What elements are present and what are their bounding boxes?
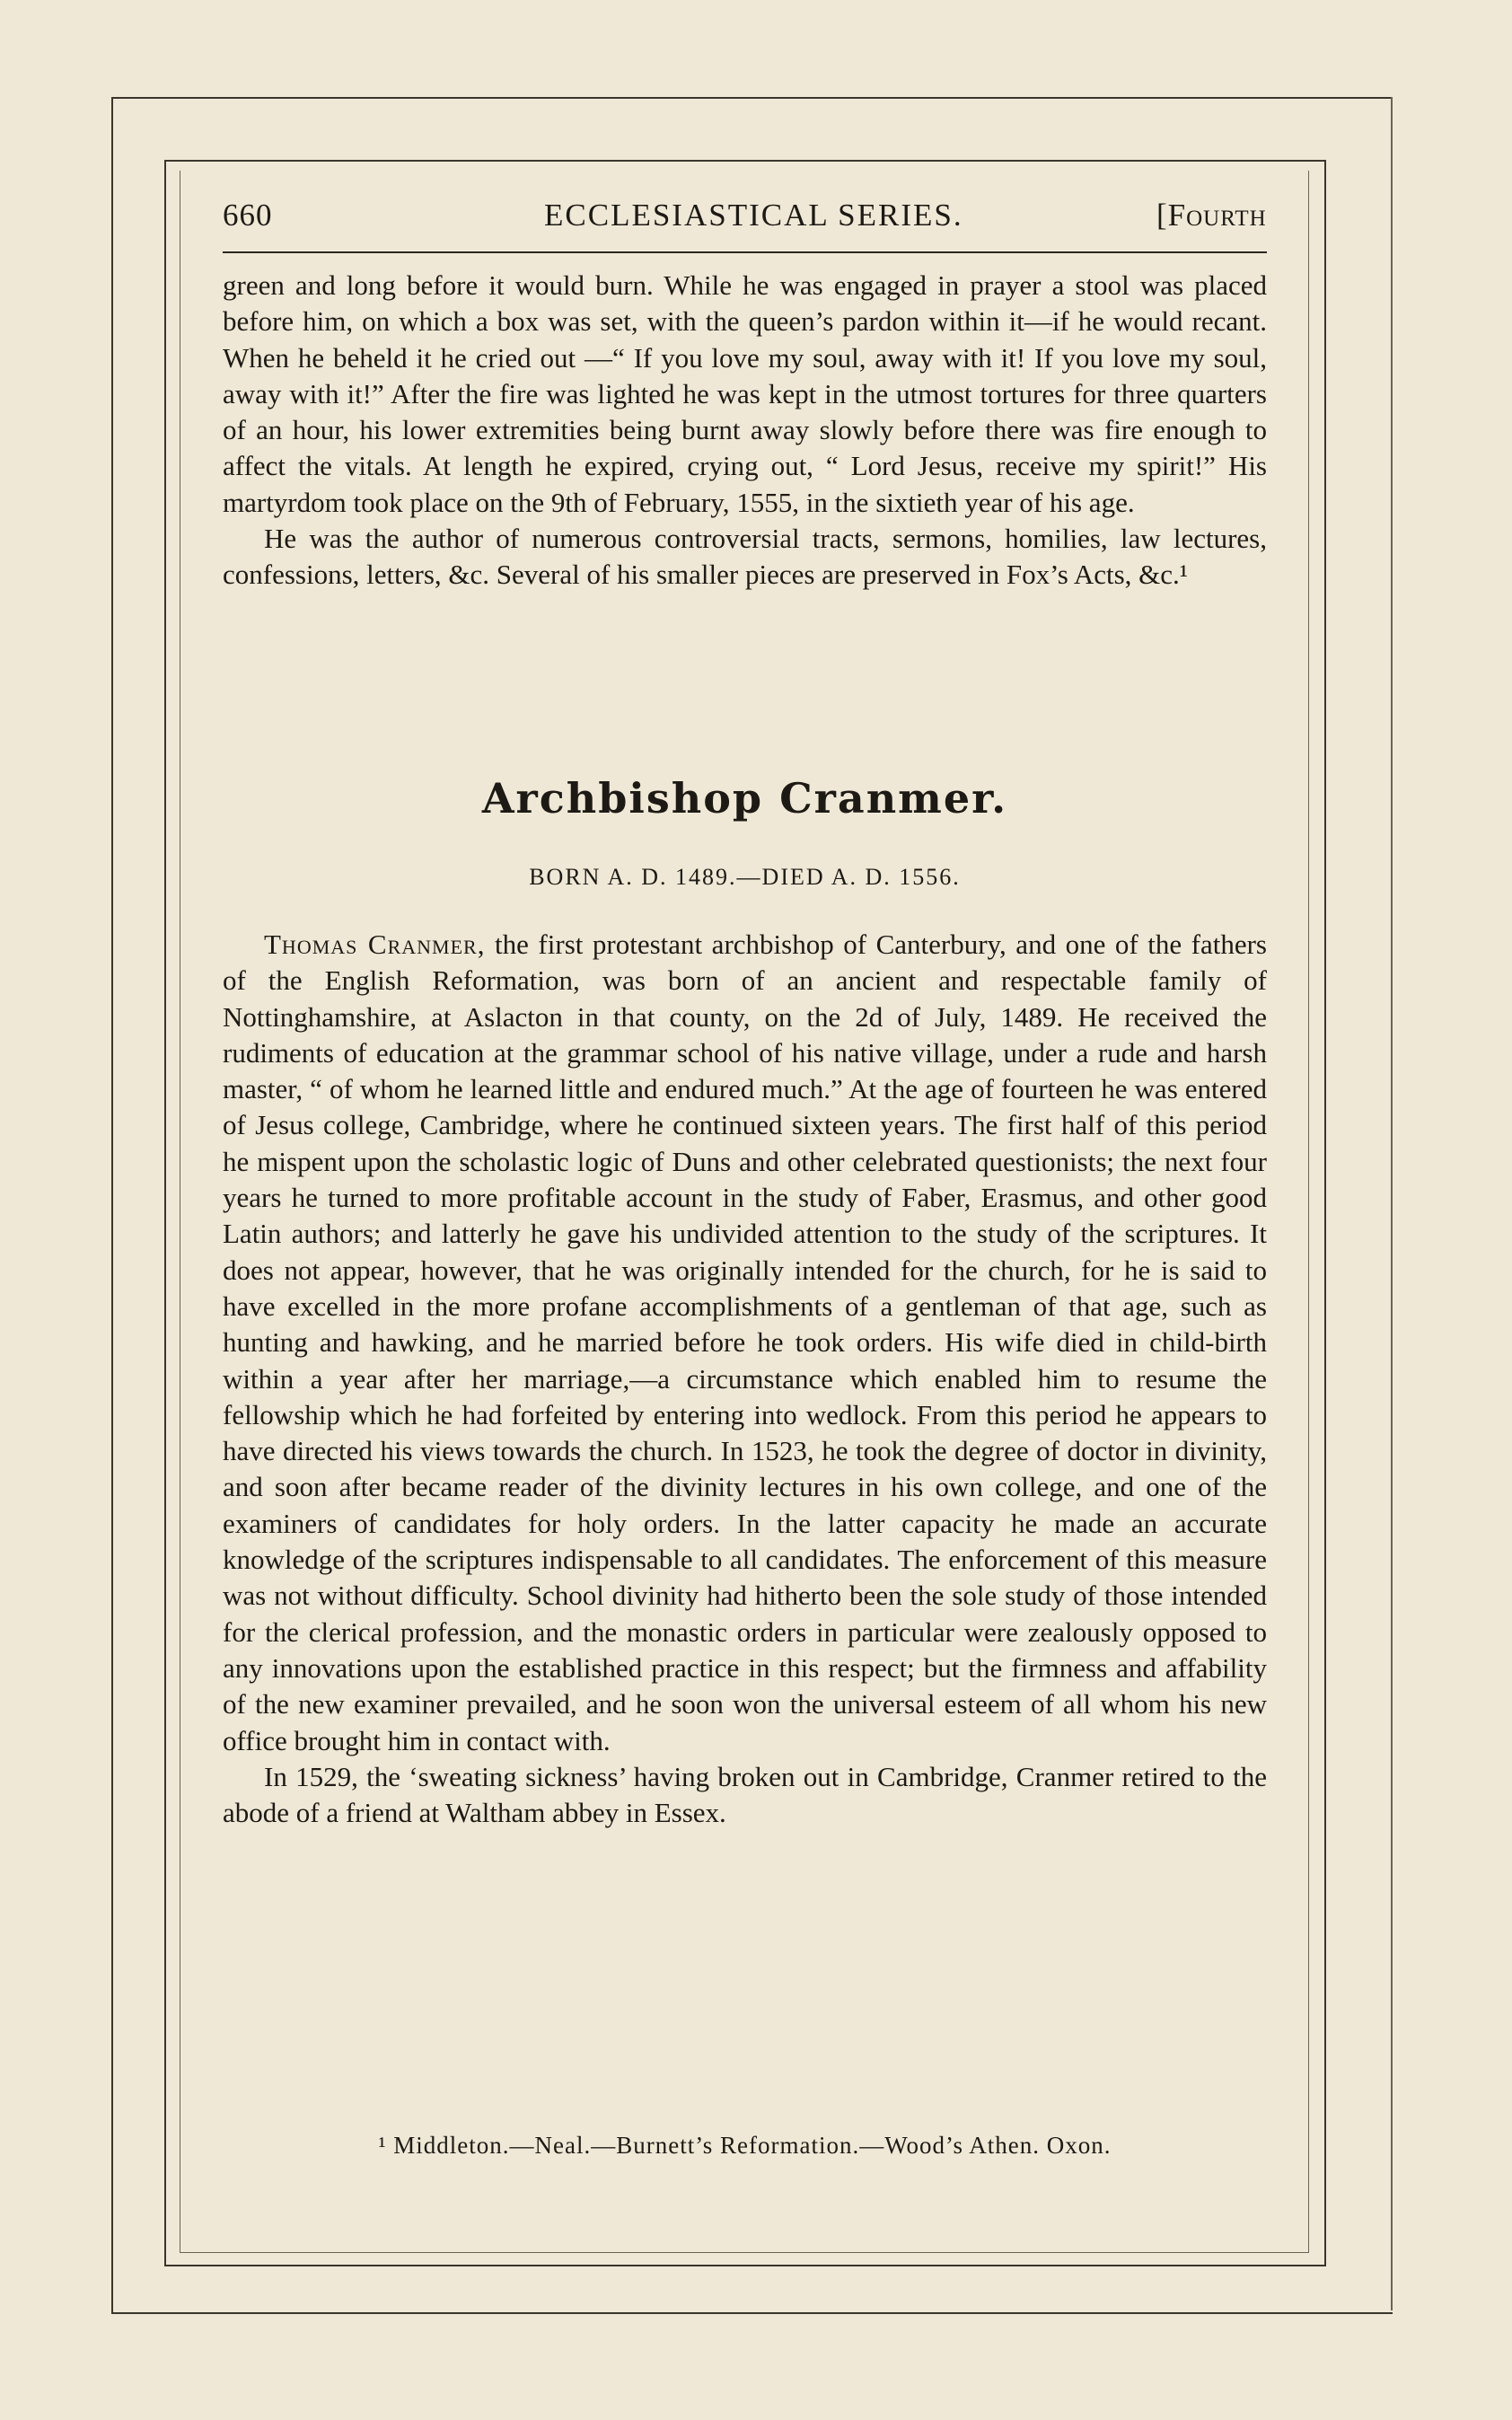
section-marker: [Fourth <box>1156 198 1267 233</box>
text-line: it!” After the fire was lighted he was kept in the utmost tortures for <box>347 377 1106 409</box>
biography-paragraph-1 <box>223 927 1267 1759</box>
text-line: a stool was placed before him, on which a box was set, with the queen’s <box>223 269 1268 338</box>
biography-title: Archbishop Cranmer. <box>481 774 1008 823</box>
biography-paragraph-2: In 1529, the ‘sweating sickness’ having broken out in Cambridge, Cranmer retired to the abode of a friend at Waltham abbey in Essex. <box>223 1760 1267 1829</box>
continuation-text <box>223 268 1267 594</box>
page-outer-border-right <box>1391 97 1393 2310</box>
running-title: ECCLESIASTICAL SERIES. <box>544 198 963 233</box>
continuation-paragraph-2: He was the author of numerous controversial tracts, sermons, homilies, law lectures, confessions, letters, &c. Several of his smaller pieces are preserved in Fox’s Acts, &c.¹ <box>223 523 1267 591</box>
text-line: —“ If you love my soul, away with it! If you love my soul, away with <box>223 341 1267 409</box>
text-line: green and long before it would burn. While he was engaged in prayer <box>223 269 1042 301</box>
text-line: expired, crying out, “ Lord Jesus, receive my spirit!” His martyrdom <box>223 450 1267 518</box>
biography-paragraph-1-body: the first protestant archbishop of Canterbury, and one of the fathers of the English Reformation, was born of an ancient and respectable family of Nottinghamshire, at Aslacton in that county, on the 2d of July, 1489. He received the rudiments of education at the grammar school of his native village, under a rude and harsh master, “ of whom he learned little and endured much.” At the age of fourteen he was entered of Jesus college, Cambridge, where he continued sixteen years. The first half of this period he mispent upon the scholastic logic of Duns and other celebrated questionists; the next four years he turned to more profitable account in the study of Faber, Erasmus, and other good Latin authors; and latterly he gave his undivided attention to the study of the scriptures. It does not appear, however, that he was originally intended for the church, for he is said to have excelled in the more profane accomplishments of a gentleman of that age, such as hunting and hawking, and he married before he took orders. His wife died in child-birth within a year after her marriage,—a circumstance which enabled him to resume the fellowship which he had forfeited by entering into wedlock. From this period he appears to have directed his views towards the church. In 1523, he took the degree of doctor in divinity, and soon after became reader of the divinity lectures in his own college, and one of the examiners of candidates for holy orders. In the latter capacity he made an accurate knowledge of the scriptures indispensable to all candidates. The enforcement of this measure was not without difficulty. School divinity had hitherto been the sole study of those intended for the clerical profession, and the monastic orders in particular were zealously opposed to any innovations upon the established practice in this respect; but the firmness and affability of the new examiner prevailed, and he soon won the universal esteem of all whom his new office brought him in contact with. <box>223 928 1267 1756</box>
page-number: 660 <box>223 198 273 233</box>
running-header <box>223 198 1309 242</box>
subject-name: Thomas Cranmer, <box>264 928 486 960</box>
continuation-paragraph <box>223 268 1267 521</box>
text-line: slowly before there was fire enough to affect the vitals. At length he <box>223 414 1268 482</box>
text-line: three quarters of an hour, his lower extremities being burnt away <box>223 377 1267 446</box>
text-line: pardon within it—if he would recant. When he beheld it he cried out <box>223 305 1267 374</box>
biography-dates: BORN A. D. 1489.—DIED A. D. 1556. <box>529 864 961 890</box>
biography-text <box>223 927 1267 1831</box>
text-line: took place on the 9th of February, 1555, in the sixtieth year of his age. <box>353 486 1135 518</box>
footnote: ¹ Middleton.—Neal.—Burnett’s Reformation.—Wood’s Athen. Oxon. <box>378 2132 1112 2159</box>
header-rule <box>223 251 1267 253</box>
